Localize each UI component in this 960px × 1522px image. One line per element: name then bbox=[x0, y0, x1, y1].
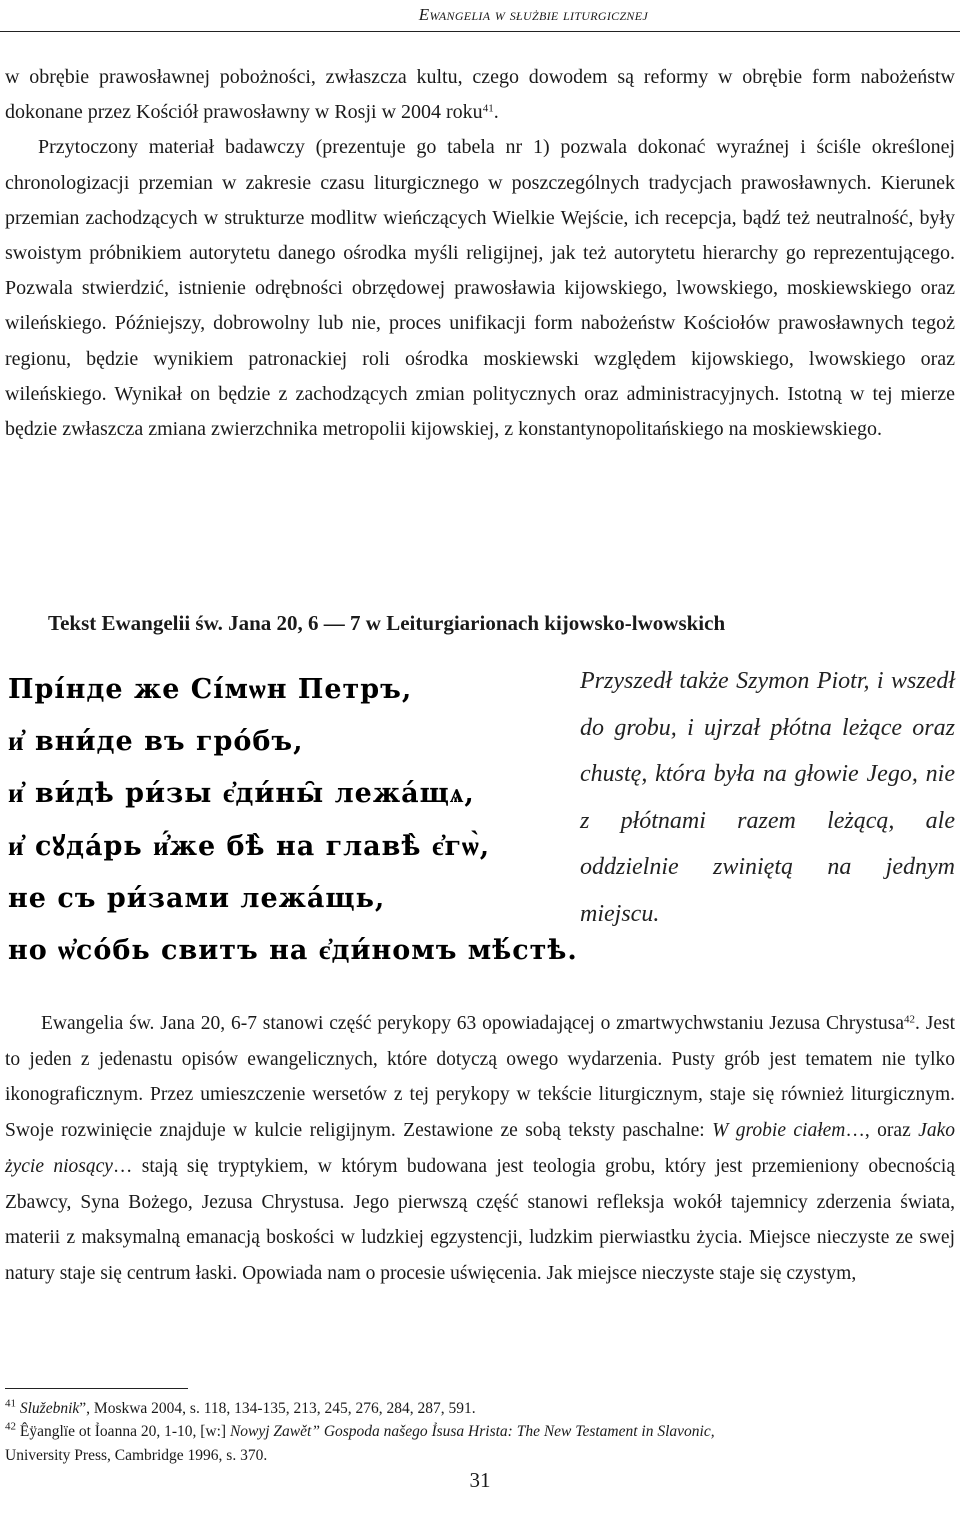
footnote-41 bbox=[5, 1397, 955, 1421]
footnote-ref-41[interactable]: 41 bbox=[482, 102, 494, 115]
slavonic-line: и҆ сꙋда́рь и҆́же бѣ̀ на главѣ̀ є҆гѡ̀, bbox=[8, 830, 491, 862]
slavonic-text bbox=[8, 664, 578, 977]
body-paragraph-2 bbox=[5, 1006, 955, 1292]
footnote-separator bbox=[5, 1388, 188, 1389]
footnote-number: 42 bbox=[5, 1420, 16, 1433]
slavonic-line: и҆ вни́де въ гро́бъ, bbox=[8, 726, 304, 758]
footnote-42 bbox=[5, 1420, 955, 1468]
section-title: Tekst Ewangelii św. Jana 20, 6 — 7 w Leiturgiarionach kijowsko-lwowskich bbox=[48, 611, 726, 635]
slavonic-line: не съ ри́зами лежа́щь, bbox=[8, 882, 386, 914]
slavonic-line: но ѡ҆со́бь свитъ на є҆ди́номъ мѣ́стѣ. bbox=[8, 935, 578, 967]
paragraph-2-part-4: … stają się tryptykiem, w którym budowana jest teologia grobu, który jest przemieniony obecnością Zbawcy, Syna Bożego, Jezusa Chrystusa. Jego pierwszą część stanowi refleksja wokół tajemnicy zderzenia świata, materii z maksymalną emanacją boskości w ludzkiej egzystencji, ludzkim pierwiastku życia. Miejsce nieczyste ze swej natury staje się centrum łaski. Opowiada nam o procesie uświęcenia. Jak miejsce nieczyste staje się czystym, bbox=[5, 1155, 956, 1284]
paragraph-2-part-2: . Jest to jeden z jedenastu opisów ewangelicznych, które dotyczą owego wydarzenia. Pusty grób jest tematem nie tylko ikonograficznym. Przez umieszczenie wersetów z tej perykopy w tekście liturgicznym, staje się również liturgicznym. Swoje rozwinięcie znajduje w kulcie religijnym. Zestawione ze sobą teksty paschalne: bbox=[5, 1013, 956, 1142]
footnote-ref-42[interactable]: 42 bbox=[904, 1013, 916, 1026]
body-paragraph-1 bbox=[5, 60, 955, 447]
paragraph-2-part-1: Ewangelia św. Jana 20, 6-7 stanowi część perykopy 63 opowiadającej o zmartwychwstaniu Jezusa Chrystusa bbox=[41, 1013, 905, 1034]
footnote-41-text: ”, Moskwa 2004, s. 118, 134-135, 213, 245, 276, 284, 287, 591. bbox=[79, 1400, 476, 1417]
footnote-42-title: Nowyj Zawět” Gospoda našego Ỉsusa Hrista: The New Testament in Slavonic, bbox=[229, 1423, 715, 1440]
hymn-title-2: Jako życie niosący bbox=[5, 1120, 955, 1177]
page-number: 31 bbox=[469, 1468, 491, 1492]
running-header bbox=[0, 0, 960, 32]
paragraph-2-part-3: …, oraz bbox=[845, 1120, 919, 1142]
running-title: Ewangelia w służbie liturgicznej bbox=[418, 5, 648, 24]
hymn-title-1: W grobie ciałem bbox=[712, 1120, 846, 1142]
paragraph-1-continuation: Przytoczony materiał badawczy (prezentuje go tabela nr 1) pozwala dokonać wyraźnej i ściśle określonej chronologizacji przemian w zakresie czasu liturgicznego w poszczególnych tradycjach prawosławnych. Kierunek przemian zachodzących w strukturze modlitw wieńczących Wielkie Wejście, ich recepcja, bądź też neutralność, były swoistym próbnikiem autorytetu danego ośrodka myśli religijnej, jak też autorytetu hierarchy go reprezentującego. Pozwala stwierdzić, istnienie odrębności obrzędowej prawosławia kijowskiego, lwowskiego, moskiewskiego oraz wileńskiego. Późniejszy, dobrowolny lub nie, proces unifikacji form nabożeństw Kościołów prawosławnych tegoż regionu, będzie wynikiem patronackiej roli ośrodka moskiewski względem kijowskiego, lwowskiego oraz wileńskiego. Wynikał on będzie z zachodzących zmian politycznych oraz administracyjnych. Istotną w tej mierze będzie zwłaszcza zmiana zwierzchnika metropolii kijowskiej, z konstantynopolitańskiego na moskiewskiego. bbox=[5, 136, 955, 441]
slavonic-line: и҆ ви́дѣ ри́зы є҆ди́ны̑ лежа́щѧ, bbox=[8, 778, 475, 810]
paragraph-1-period: . bbox=[493, 101, 499, 124]
slavonic-line: Прі́нде же Сі́мѡн Петръ, bbox=[8, 674, 413, 705]
footnote-42-text: Êÿanglïe ot Ỉoanna 20, 1-10, [w:] bbox=[19, 1423, 230, 1440]
footnote-41-title: Služebnik bbox=[19, 1400, 80, 1417]
footnote-number: 41 bbox=[5, 1397, 16, 1410]
paragraph-1-lead: w obrębie prawosławnej pobożności, zwłaszcza kultu, czego dowodem są reformy w obrębie form nabożeństw dokonane przez Kościół prawosławny w Rosji w 2004 roku bbox=[5, 66, 955, 124]
footnote-42-publisher: University Press, Cambridge 1996, s. 370. bbox=[5, 1447, 268, 1464]
polish-translation: Przyszedł także Szymon Piotr, i wszedł do grobu, i ujrzał płótna leżące oraz chustę, która była na głowie Jego, nie z płótnami razem leżącą, ale oddzielnie zwiniętą na jednym miejscu. bbox=[580, 668, 955, 927]
